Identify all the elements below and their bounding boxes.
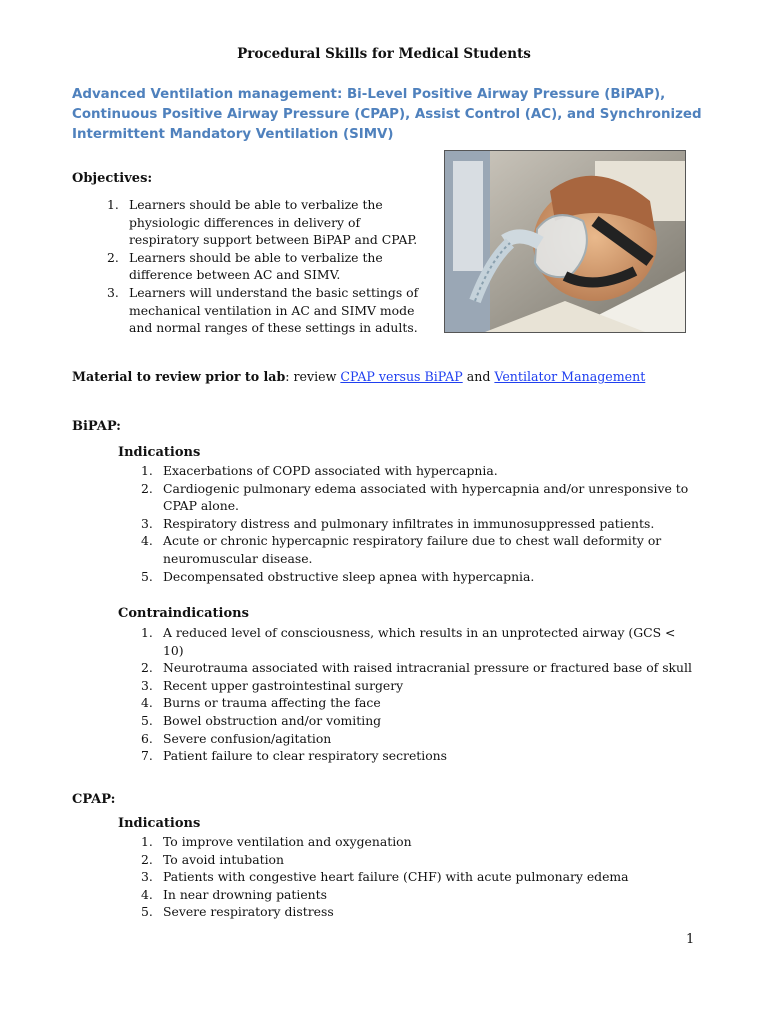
mannequin-bipap-mask-photo <box>444 150 686 333</box>
list-item <box>137 659 697 677</box>
bipap-heading: BiPAP: <box>72 419 121 434</box>
list-item <box>137 462 697 480</box>
list-item <box>103 249 433 284</box>
list-number: 2. <box>141 660 153 676</box>
list-number: 2. <box>107 249 119 265</box>
list-item <box>137 833 697 851</box>
list-text: Decompensated obstructive sleep apnea with hypercapnia. <box>163 568 535 584</box>
list-item <box>137 624 697 659</box>
ventilator-management-link[interactable]: Ventilator Management <box>494 369 646 384</box>
list-number: 2. <box>141 851 153 867</box>
list-number: 4. <box>141 695 153 711</box>
bipap-indications-heading: Indications <box>118 445 201 460</box>
document-title: Procedural Skills for Medical Students <box>237 46 531 62</box>
list-text: Cardiogenic pulmonary edema associated with hypercapnia and/or unresponsive to CPAP alone. <box>163 480 689 514</box>
list-text: Learners should be able to verbalize the physiologic differences in delivery of respiratory support between BiPAP and CPAP. <box>129 197 418 248</box>
list-text: Bowel obstruction and/or vomiting <box>163 712 382 728</box>
list-item <box>137 694 697 712</box>
cpap-indications-list <box>137 833 697 921</box>
list-item <box>103 196 433 249</box>
mannequin-photo-icon <box>445 151 685 332</box>
bipap-contraindications-list <box>137 624 697 765</box>
list-text: In near drowning patients <box>163 886 328 902</box>
cpap-indications-heading: Indications <box>118 816 201 831</box>
list-number: 3. <box>107 284 119 300</box>
list-text: Learners should be able to verbalize the difference between AC and SIMV. <box>129 249 383 283</box>
list-number: 3. <box>141 515 153 531</box>
list-text: To avoid intubation <box>163 851 284 867</box>
material-review-line <box>72 369 645 384</box>
material-prefix: : review <box>285 369 341 384</box>
list-item <box>137 868 697 886</box>
list-number: 1. <box>141 463 153 478</box>
list-item <box>137 730 697 748</box>
list-item <box>137 480 697 515</box>
list-number: 3. <box>141 869 153 885</box>
list-text: Patients with congestive heart failure (CHF) with acute pulmonary edema <box>163 869 629 885</box>
list-item <box>137 851 697 869</box>
list-number: 1. <box>141 834 153 849</box>
bipap-indications-list <box>137 462 697 585</box>
list-number: 5. <box>141 568 153 584</box>
list-item <box>137 886 697 904</box>
list-number: 5. <box>141 904 153 920</box>
objectives-heading: Objectives: <box>72 171 153 186</box>
list-text: Severe respiratory distress <box>163 904 334 920</box>
objectives-list <box>103 196 433 337</box>
cpap-versus-bipap-link[interactable]: CPAP versus BiPAP <box>340 369 463 384</box>
list-text: Exacerbations of COPD associated with hypercapnia. <box>163 463 498 478</box>
list-text: Learners will understand the basic settings of mechanical ventilation in AC and SIMV mode and normal ranges of these settings in adults. <box>129 284 419 336</box>
list-number: 5. <box>141 712 153 728</box>
list-item <box>103 284 433 337</box>
list-item <box>137 903 697 921</box>
list-item <box>137 532 697 567</box>
list-text: A reduced level of consciousness, which results in an unprotected airway (GCS < 10) <box>163 625 676 658</box>
list-item <box>137 677 697 695</box>
list-item <box>137 568 697 586</box>
page-number: 1 <box>686 932 695 947</box>
list-text: To improve ventilation and oxygenation <box>163 834 412 849</box>
list-text: Severe confusion/agitation <box>163 730 332 746</box>
list-number: 4. <box>141 886 153 902</box>
list-number: 7. <box>141 748 153 764</box>
list-text: Burns or trauma affecting the face <box>163 695 381 711</box>
list-item <box>137 515 697 533</box>
list-text: Patient failure to clear respiratory secretions <box>163 748 448 764</box>
material-conjunction: and <box>462 369 495 384</box>
list-text: Acute or chronic hypercapnic respiratory failure due to chest wall deformity or neuromuscular disease. <box>163 533 662 566</box>
cpap-heading: CPAP: <box>72 792 116 807</box>
list-number: 6. <box>141 730 153 746</box>
list-number: 1. <box>107 197 119 212</box>
list-number: 4. <box>141 533 153 549</box>
material-label: Material to review prior to lab <box>72 369 286 384</box>
list-text: Recent upper gastrointestinal surgery <box>163 677 404 693</box>
list-item <box>137 712 697 730</box>
list-number: 2. <box>141 480 153 496</box>
list-item <box>137 747 697 765</box>
document-subtitle: Advanced Ventilation management: Bi-Level Positive Airway Pressure (BiPAP), Continuous Positive Airway Pressure (CPAP), Assist Control (AC), and Synchronized Intermittent Mandatory Ventilation (SIMV) <box>72 87 702 142</box>
list-text: Neurotrauma associated with raised intracranial pressure or fractured base of skull <box>163 660 692 676</box>
list-number: 3. <box>141 677 153 693</box>
bipap-contraindications-heading: Contraindications <box>118 606 249 621</box>
list-number: 1. <box>141 625 153 640</box>
list-text: Respiratory distress and pulmonary infiltrates in immunosuppressed patients. <box>163 515 655 531</box>
